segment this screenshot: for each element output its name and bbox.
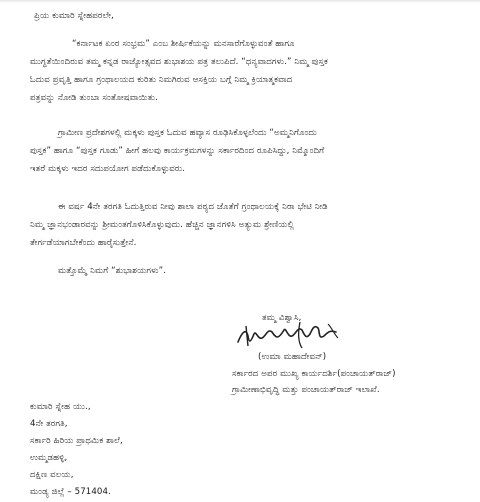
recipient-line-5: ದಕ್ಷಿಣ ವಲಯ, [30, 470, 74, 480]
sender-designation: ಸರ್ಕಾರದ ಅಪರ ಮುಖ್ಯ ಕಾರ್ಯದರ್ಶಿ(ಪಂಚಾಯತ್‌ರಾಜ್) [232, 369, 396, 379]
paragraph-2-line-2: ಪುಸ್ತಕ” ಹಾಗೂ “ಪುಸ್ತಕ ಗೂಡು” ಹೀಗೆ ಹಲವು ಕಾರ್ಯಕ್ರಮಗಳನ್ನು ಸರ್ಕಾರದಿಂದ ರೂಪಿಸಿದ್ದು, ನಿಮ್ಮೊಂದಿಗೆ [30, 146, 325, 156]
scan-edge [0, 0, 480, 3]
sender-department: ಗ್ರಾಮೀಣಾಭಿವೃದ್ಧಿ ಮತ್ತು ಪಂಚಾಯತ್‌ರಾಜ್ ಇಲಾಖೆ. [232, 385, 380, 395]
recipient-line-6: ಮಂಡ್ಯ ಜಿಲ್ಲೆ – 571404. [30, 487, 111, 497]
handwritten-signature [232, 318, 352, 352]
paragraph-1-line-4: ಪತ್ರವನ್ನು ನೋಡಿ ತುಂಬಾ ಸಂತೋಷವಾಯಿತು. [30, 93, 158, 103]
paragraph-2-line-3: ಇತರೆ ಮಕ್ಕಳು ಇದರ ಸದುಪಯೋಗ ಪಡೆದುಕೊಳ್ಳುವರು. [30, 164, 186, 174]
paragraph-3-line-3: ತೇರ್ಗಡೆಯಾಗಬೇಕೆಂದು ಹಾರೈಸುತ್ತೇನೆ. [30, 238, 137, 248]
paragraph-3-line-2: ನಿಮ್ಮ ಜ್ಞಾನಭಂಡಾರವನ್ನು ಶ್ರೀಮಂತಗೊಳಿಸಿಕೊಳ್ಳುವುದು. ಹೆಚ್ಚಿನ ಜ್ಞಾನಗಳಿಸಿ ಅತ್ಯುಮ ಶ್ರೇಣಿಯಲ್ಲಿ [30, 220, 295, 230]
paragraph-3-line-1: ಈ ವರ್ಷ 4ನೇ ತರಗತಿ ಓದುತ್ತಿರುವ ನೀವು ಶಾಲಾ ಪಠ್ಯದ ಜೊತೆಗೆ ಗ್ರಂಥಾಲಯಕ್ಕೆ ನಿರಾ ಭೇಟಿ ನೀಡಿ [58, 202, 328, 212]
paragraph-2-line-1: ಗ್ರಾಮೀಣ ಪ್ರದೇಶಗಳಲ್ಲಿ ಮಕ್ಕಳು ಪುಸ್ತಕ ಓದುವ ಹವ್ಯಾಸ ರೂಢಿಸಿಕೊಳ್ಳಲೆಂದು “ಅಮ್ಮನಿಗೊಂದು [58, 128, 317, 138]
valediction: ತಮ್ಮ ವಿಶ್ವಾಸಿ, [262, 313, 302, 323]
sender-name: (ಉಮಾ ಮಹಾದೇವನ್) [258, 352, 327, 362]
recipient-line-3: ಸರ್ಕಾರಿ ಹಿರಿಯ ಪ್ರಾಥಮಿಕ ಶಾಲೆ, [30, 436, 123, 446]
recipient-line-1: ಕುಮಾರಿ ಸ್ನೇಹ ಯು., [30, 402, 91, 412]
paragraph-1-line-1: “ಕರ್ನಾಟಕ ಏಂರ ಸಂಭ್ರಮ” ಎಂಬ ಶೀರ್ಷಿಕೆಯನ್ನು ಮನಸಾರೆಗೊಳ್ಳುವಂತೆ ಹಾಗೂ [72, 39, 295, 49]
paragraph-1-line-2: ಮುಗ್ಧತೆಯಿಂದಿರುವ ತಮ್ಮ ಕನ್ನಡ ರಾಜ್ಯೋತ್ಸವದ ಶುಭಾಶಯ ಪತ್ರ ತಲುಪಿದೆ. “ಧನ್ಯವಾದಗಳು.” ನಿಮ್ಮ ಪುಸ್ತಕ [30, 57, 328, 67]
recipient-line-2: 4ನೇ ತರಗತಿ, [30, 419, 68, 429]
closing-wishes: ಮತ್ತೊಮ್ಮೆ ನಿಮಗೆ “ಶುಭಾಶಯಗಳು”. [58, 266, 167, 276]
salutation: ಪ್ರಿಯ ಕುಮಾರಿ ಸ್ನೇಹಪರಲೇ, [34, 11, 114, 21]
paragraph-1-line-3: ಓದುವ ಪ್ರವೃತ್ತಿ ಹಾಗೂ ಗ್ರಂಥಾಲಯದ ಕುರಿತು ನಿಮಗಿರುವ ಆಸಕ್ತಿಯ ಬಗ್ಗೆ ನಿಮ್ಮ ಕ್ರಿಯಾತ್ಮಕವಾದ [30, 75, 293, 85]
signature-image [232, 318, 352, 352]
recipient-line-4: ಉಮ್ಮಡಹಳ್ಳಿ, [30, 453, 68, 463]
